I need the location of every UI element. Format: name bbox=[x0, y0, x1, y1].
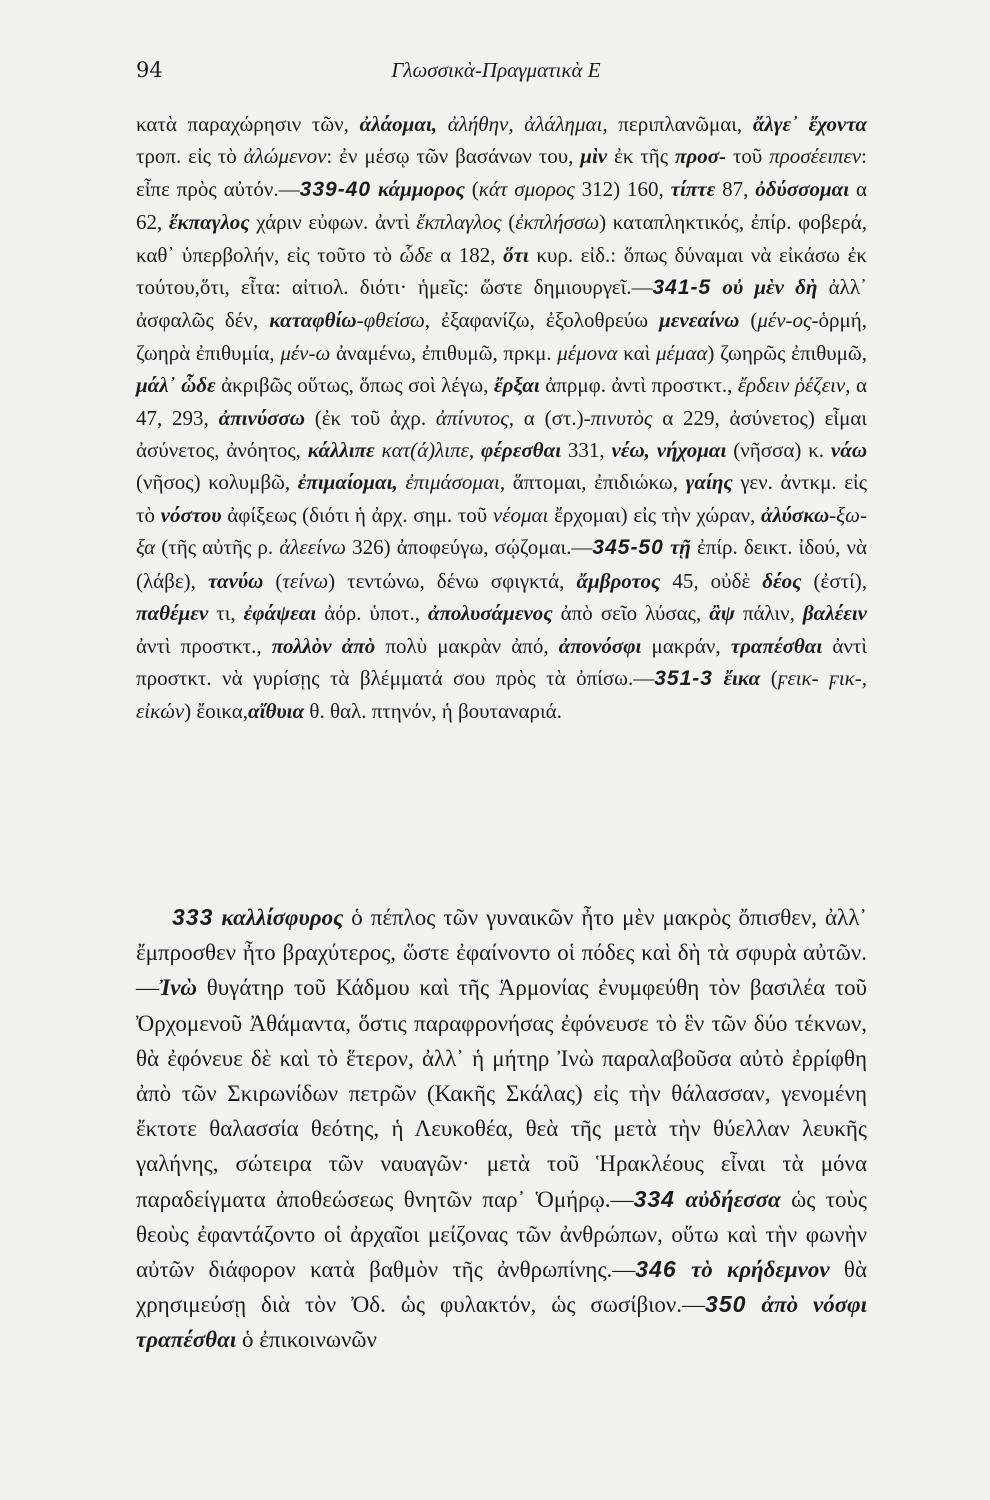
text-run: ἐξαφανίζω, ἐξολοθρεύω bbox=[430, 308, 660, 333]
text-run bbox=[713, 666, 724, 690]
text-run: -ὁρμή, ζωηρὰ ἐπιθυμία, bbox=[136, 308, 868, 365]
text-run: τι, bbox=[208, 601, 244, 626]
lemma-term: ἀλάομαι, bbox=[359, 112, 438, 136]
lemma-term: παθέμεν bbox=[136, 601, 209, 626]
lemma-term: ἂψ bbox=[709, 601, 735, 626]
lemma-term: καταφθίω bbox=[269, 308, 357, 333]
text-run: ) ζωηρῶς ἐπιθυμῶ, bbox=[707, 340, 867, 365]
text-run: τοῦ bbox=[726, 144, 770, 169]
italic-form: μέν-ος bbox=[757, 308, 812, 333]
text-run: 87, bbox=[715, 176, 756, 201]
text-run: (ἐστί), bbox=[801, 568, 867, 593]
italic-form: ἔρδειν ῥέζειν, bbox=[737, 373, 851, 398]
italic-form: μέμαα bbox=[655, 340, 708, 365]
text-run: 45, οὐδὲ bbox=[660, 568, 763, 593]
text-run: : εἶπε πρὸς αὐτόν.— bbox=[136, 144, 867, 201]
lemma-term: ὅτι bbox=[503, 242, 529, 267]
text-run: περιπλανῶμαι, bbox=[607, 112, 753, 136]
lemma-term: ἔκπαγλος bbox=[168, 210, 250, 235]
running-title: Γλωσσικὰ-Πραγματικὰ Ε bbox=[391, 58, 601, 82]
line-ref-number: 350 bbox=[705, 1291, 747, 1318]
lemma-term: ὀδύσσομαι bbox=[755, 176, 850, 201]
lemma-term: νόστου bbox=[160, 502, 222, 527]
lemma-term: προσ- bbox=[674, 144, 727, 169]
text-run: ἀντὶ προστκτ. νὰ γυρίσῃς τὰ βλέμματά σου πρὸς τὰ ὀπίσω.— bbox=[136, 633, 868, 690]
line-ref-number: 334 bbox=[633, 1185, 675, 1212]
line-ref-number: 339-40 bbox=[299, 177, 372, 201]
italic-form: τείνω bbox=[282, 568, 329, 593]
lemma-term: φέρεσθαι bbox=[481, 438, 562, 463]
italic-form: κατ(ά)λιπε, bbox=[381, 438, 475, 463]
lemma-term: τανύω bbox=[207, 568, 264, 593]
text-run: - bbox=[356, 308, 364, 333]
lemma-term: ἀπονόσφι bbox=[558, 633, 642, 658]
line-ref-number: 345-50 bbox=[592, 536, 664, 560]
text-run: ) καταπληκτικός, ἐπίρ. φοβερά, καθ᾽ ὑπερβολήν, εἰς τοῦτο τὸ bbox=[136, 210, 868, 267]
text-run: πάλιν, bbox=[734, 601, 803, 626]
text-run: α 182, bbox=[432, 242, 504, 267]
text-run: μακράν, bbox=[641, 633, 731, 658]
text-run: πολὺ μακρὰν ἀπό, bbox=[375, 633, 559, 658]
lemma-term: κάλλιπε bbox=[307, 438, 375, 463]
italic-form: κάτ σμορος bbox=[478, 176, 575, 201]
text-run: χάριν εὐφων. ἀντὶ bbox=[249, 210, 417, 235]
text-run: ( bbox=[739, 308, 758, 333]
text-run: ἀόρ. ὑποτ., bbox=[316, 601, 429, 626]
text-run: τροπ. εἰς τὸ bbox=[136, 144, 244, 169]
lemma-term: ἐφάψεαι bbox=[243, 601, 317, 626]
notes-block bbox=[136, 108, 867, 728]
text-run bbox=[711, 275, 722, 299]
lemma-term: τῇ bbox=[669, 535, 691, 560]
lemma-term: ἀπολυσάμενος bbox=[428, 601, 553, 626]
text-run bbox=[437, 112, 448, 136]
line-ref-number: 333 bbox=[172, 904, 214, 930]
italic-form: ὧδε bbox=[399, 242, 433, 267]
italic-form: μέν-ω bbox=[280, 340, 331, 365]
lemma-term: οὐ μὲν δὴ bbox=[722, 275, 818, 300]
text-run: θ. θαλ. πτηνόν, ἡ βουταναριά. bbox=[304, 699, 562, 724]
text-run: α 47, 293, bbox=[136, 373, 867, 430]
italic-form: πινυτὸς bbox=[590, 405, 653, 430]
text-run: α 62, bbox=[136, 176, 868, 235]
text-run bbox=[474, 438, 481, 462]
text-run: ( bbox=[464, 176, 479, 201]
text-run: ἀντὶ προστκτ., bbox=[136, 633, 272, 658]
lemma-term: ἀπὸ νόσφι τραπέσθαι bbox=[136, 1292, 867, 1353]
text-run: (ἐκ τοῦ ἀχρ. bbox=[304, 405, 436, 430]
lemma-term: ἄμβροτος bbox=[576, 568, 661, 593]
text-run: ( bbox=[501, 210, 516, 235]
text-run: (νῆσος) κολυμβῶ, bbox=[136, 470, 298, 495]
lemma-term: πολλὸν ἀπὸ bbox=[271, 633, 376, 658]
text-run: ἐπίρ. δεικτ. ἰδού, νὰ (λάβε), bbox=[136, 535, 868, 593]
lemma-term: ἄλγε᾽ ἔχοντα bbox=[752, 112, 867, 136]
lemma-term: νέω, νήχομαι bbox=[611, 438, 727, 463]
page-number: 94 bbox=[136, 58, 163, 82]
commentary-block bbox=[136, 900, 867, 1358]
lemma-term: μενεαίνω bbox=[659, 308, 740, 333]
lemma-term: τὸ κρήδεμνον bbox=[691, 1257, 830, 1283]
text-run: 326) ἀποφεύγω, σῴζομαι.— bbox=[345, 535, 593, 560]
italic-form: φθείσω, bbox=[363, 308, 431, 333]
text-run: ἔρχομαι) εἰς τὴν χώραν, bbox=[548, 502, 762, 527]
text-run bbox=[371, 177, 378, 201]
text-run: θυγάτηρ τοῦ Κάδμου καὶ τῆς Ἁρμονίας ἐνυμφεύθη τὸν βασιλέα τοῦ Ὀρχομενοῦ Ἀθάμαντα, ὅστις παραφρονήσας ἐφόνευσε τὸ ἓν τῶν δύο τέκνων, θὰ ἐφόνευε δὲ καὶ τὸ ἕτερον, ἀλλ᾽ ἡ μήτηρ Ἰνὼ παραλαβοῦσα αὐτὸ ἐρρίφθη ἀπὸ τῶν Σκιρωνίδων πετρῶν (Κακῆς Σκάλας) εἰς τὴν θάλασσαν, γενομένη ἔκτοτε θαλασσία θεότης, ἡ Λευκοθέα, θεὰ τῆς μετὰ τὴν θύελλαν λευκῆς γαλήνης, σώτειρα τῶν ναυαγῶν· μετὰ τοῦ Ἡρακλέους εἶναι τὰ μόνα παραδείγματα ἀποθεώσεως θνητῶν παρ᾽ Ὁμήρῳ.— bbox=[136, 975, 867, 1212]
text-run: ( bbox=[760, 665, 778, 690]
text-run: ) ἔοικα, bbox=[184, 699, 249, 724]
italic-form: ἀλήθην, ἀλάλημαι, bbox=[447, 112, 608, 136]
italic-form: ἀπίνυτος, bbox=[435, 405, 514, 430]
lemma-term: ἐπιμαίομαι, bbox=[297, 470, 398, 495]
text-run: ἀκριβῶς οὕτως, ὅπως σοὶ λέγω, bbox=[215, 373, 494, 398]
lemma-term: βαλέειν bbox=[802, 601, 867, 626]
text-run: (τῆς αὐτῆς ρ. bbox=[155, 535, 280, 560]
text-run: (νῆσσα) κ. bbox=[726, 438, 831, 463]
text-run: ἀπρμφ. ἀντὶ προστκτ., bbox=[539, 373, 738, 398]
text-run: γεν. ἀντκμ. εἰς τὸ bbox=[136, 470, 868, 527]
commentary-paragraph bbox=[136, 900, 867, 1358]
italic-form: ἐπιμάσομαι, bbox=[405, 470, 506, 495]
text-run: κυρ. εἰδ.: ὅπως δύναμαι νὰ εἰκάσω ἐκ τούτου,ὅτι, εἶτα: αἰτιολ. διότι· ἡμεῖς: ὥστε δημιουργεῖ.— bbox=[136, 242, 867, 300]
lemma-term: τραπέσθαι bbox=[730, 633, 823, 658]
lemma-term: ἔρξαι bbox=[493, 373, 540, 398]
text-run: ἅπτομαι, ἐπιδιώκω, bbox=[505, 470, 686, 495]
lemma-term: τίπτε bbox=[670, 176, 716, 201]
text-run: κατὰ παραχώρησιν τῶν, bbox=[136, 112, 360, 136]
text-run: ὡς τοὺς θεοὺς ἐφαντάζοντο οἱ ἀρχαῖοι μείζονας τῶν ἀνθρώπων, οὕτω καὶ τὴν φωνὴν αὐτῶν διάφορον κατὰ βαθμὸν τῆς ἀνθρωπίνης.— bbox=[136, 1186, 867, 1283]
text-run: α 229, ἀσύνετος) εἶμαι ἀσύνετος, ἀνόητος, bbox=[136, 405, 867, 463]
lemma-term: δέος bbox=[762, 568, 802, 593]
text-run: ) τεντώνω, δένω σφιγκτά, bbox=[328, 568, 577, 593]
italic-form: ἀλώμενον bbox=[243, 144, 327, 169]
lemma-term: νάω bbox=[830, 438, 868, 463]
lemma-term: ἔικα bbox=[723, 665, 761, 690]
text-run: ἀναμένω, ἐπιθυμῶ, πρκμ. bbox=[330, 340, 558, 365]
notes-paragraph bbox=[136, 108, 867, 728]
text-run: ὁ πέπλος τῶν γυναικῶν ἦτο μὲν μακρὸς ὄπισθεν, ἀλλ᾽ ἔμπροσθεν ἦτο βραχύτερος, ὥστε ἐφαίνοντο οἱ πόδες καὶ δὴ τὰ σφυρὰ αὐτῶν.— bbox=[136, 905, 867, 1001]
line-ref-number: 341-5 bbox=[652, 276, 712, 300]
text-run bbox=[746, 1292, 761, 1317]
text-run bbox=[375, 438, 382, 462]
page-header bbox=[136, 58, 856, 90]
text-run: ὁ ἐπικοινωνῶν bbox=[236, 1327, 377, 1353]
lemma-term: γαίης bbox=[685, 470, 733, 495]
lemma-term: μὶν bbox=[580, 144, 608, 169]
lemma-term: αἴθυια bbox=[248, 699, 305, 724]
italic-form: εἰκών bbox=[136, 699, 185, 724]
italic-form: ϝεικ- ϝικ-, bbox=[777, 665, 868, 690]
text-run: - bbox=[829, 502, 837, 527]
lemma-term: μάλ᾽ ὧδε bbox=[136, 373, 216, 398]
italic-form: ἐκπλήσσω bbox=[515, 210, 600, 235]
italic-form: ξω-ξα bbox=[136, 502, 867, 560]
text-run: καὶ bbox=[617, 340, 656, 365]
lemma-term: ἀπινύσσω bbox=[218, 405, 305, 430]
text-run: ἀπὸ σεῖο λύσας, bbox=[552, 601, 710, 626]
text-run: : ἐν μέσῳ τῶν βασάνων του, bbox=[326, 144, 581, 169]
text-run: 312) 160, bbox=[574, 176, 671, 201]
italic-form: μέμονα bbox=[557, 340, 618, 365]
text-run: ἐκ τῆς bbox=[607, 144, 675, 169]
text-run bbox=[675, 1187, 685, 1212]
line-ref-number: 351-3 bbox=[654, 666, 713, 690]
italic-form: ἔκπλαγλος bbox=[416, 210, 502, 235]
italic-form: νέομαι bbox=[492, 502, 549, 527]
lemma-term: ἀλύσκω bbox=[761, 502, 830, 527]
italic-form: ἀλεείνω bbox=[279, 535, 346, 560]
text-run: ( bbox=[263, 568, 283, 593]
lemma-term: καλλίσφυρος bbox=[221, 905, 344, 930]
line-ref-number: 346 bbox=[635, 1256, 677, 1283]
text-run: α (στ.)- bbox=[514, 405, 591, 430]
lemma-term: κάμμορος bbox=[377, 176, 465, 201]
text-run: ἀφίξεως (διότι ἡ ἀρχ. σημ. τοῦ bbox=[221, 502, 493, 527]
italic-form: προσέειπεν bbox=[769, 144, 862, 169]
lemma-term: αὐδήεσσα bbox=[685, 1186, 781, 1212]
text-run bbox=[677, 1257, 691, 1282]
text-run: 331, bbox=[561, 438, 612, 463]
lemma-term: Ἰνὼ bbox=[159, 975, 198, 1001]
text-run: θὰ χρησιμεύσῃ διὰ τὸν Ὀδ. ὡς φυλακτόν, ὡς σωσίβιον.— bbox=[136, 1257, 867, 1318]
text-run: ἀλλ᾽ ἀσφαλῶς δέν, bbox=[136, 275, 867, 333]
